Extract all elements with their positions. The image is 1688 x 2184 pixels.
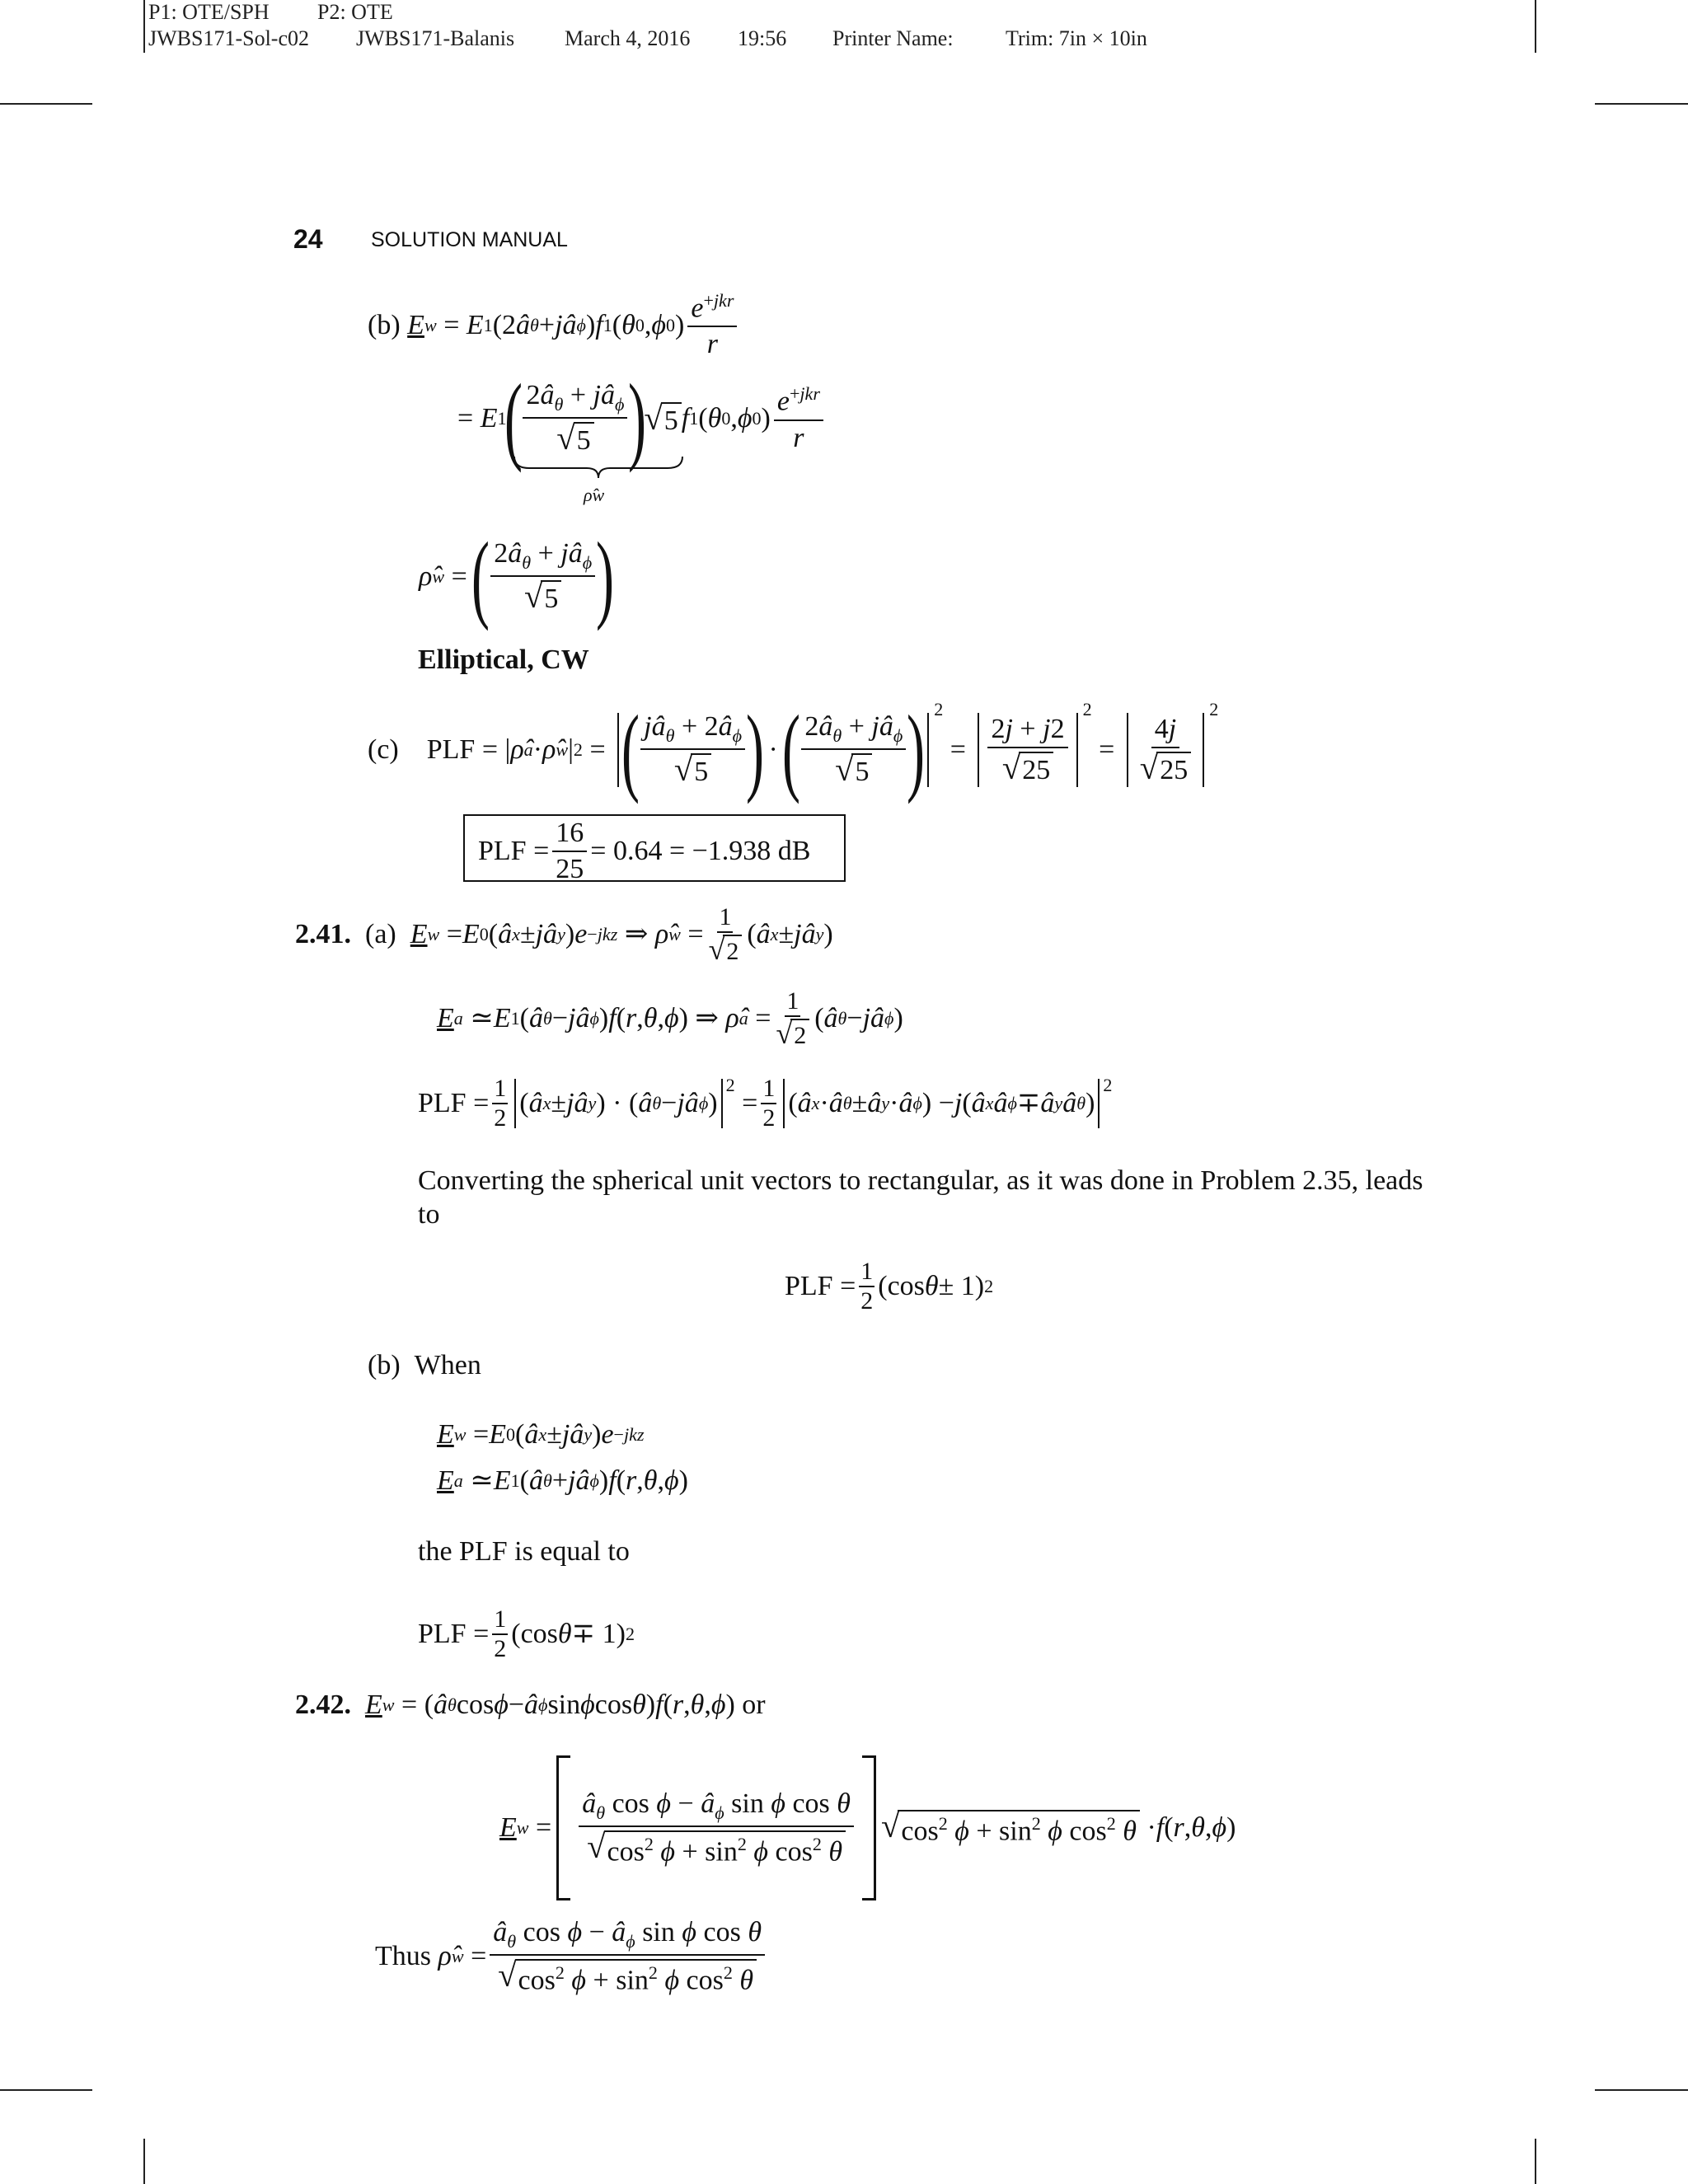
- eq-241b-ew: E w = E 0 ( â x ± jâ y ) e −jkz: [437, 1419, 645, 1450]
- crop-mark: [1595, 103, 1688, 105]
- plf-result: PLF = $\frac{16}{25}$ = 0.64 = −1.938 dB: [478, 818, 811, 884]
- crop-mark: [0, 2089, 92, 2091]
- header-printer: Printer Name:: [832, 26, 954, 50]
- part-241b-when: [368, 1350, 481, 1381]
- part-b-label: (b): [368, 309, 401, 340]
- part-241b-label: (b): [368, 1350, 401, 1380]
- elliptical-label: Elliptical, CW: [418, 644, 589, 675]
- eq-241a-ea: E a ≃ E 1 ( â θ − jâ ϕ ) f ( r , θ , ϕ ) ⇒ ρ̂ a = 1 √ 2 ( â θ − jâ ϕ ): [437, 987, 903, 1050]
- eq-b-normalized: = E 1 ( $2â_\theta$ + $jâ_\phi$ √ 5 ) √ 5 f 1 ( θ 0 , ϕ 0 ) $\frac{e^{+jkr}}{r}$: [457, 369, 827, 468]
- crop-mark: [1535, 2139, 1536, 2184]
- converting-text-2: to: [418, 1199, 440, 1230]
- underbrace-label: ρ̂w: [584, 485, 605, 505]
- eq-242-pw: Thus ρ̂ w = $â_\theta$ $\cos \phi - â_\phi$ sin ϕ cos θ √ $\cos^2 \phi + \sin^2 \phi$ $\cos^2 \theta$: [375, 1919, 768, 1994]
- eq-241a-result: PLF = $\frac{1}{2}$ (cos θ ± 1) 2: [785, 1258, 994, 1315]
- eq-241a-ew: 2.41. (a) E w = E 0 ( â x ± jâ y ) e −jkz ⇒ ρ̂ w = 1 √ 2 ( â x ± jâ y ): [295, 903, 833, 966]
- eq-242-ew: 2.42. E w = ( â θ cos ϕ − â ϕ sin ϕ cos θ ) f ( r , θ , ϕ ) or: [295, 1690, 766, 1720]
- thus-label: Thus: [375, 1941, 431, 1972]
- eq-241b-ea: E a ≃ E 1 ( â θ + jâ ϕ ) f ( r , θ , ϕ ): [437, 1465, 688, 1496]
- header-book: JWBS171-Balanis: [356, 26, 515, 50]
- header-p1: P1: OTE/SPH: [148, 0, 270, 24]
- header-p2: P2: OTE: [317, 0, 393, 24]
- header-trim: Trim: 7in × 10in: [1006, 26, 1147, 50]
- problem-241-number: 2.41.: [295, 919, 351, 949]
- converting-text: Converting the spherical unit vectors to rectangular, as it was done in Problem 2.35, leads: [418, 1165, 1423, 1196]
- part-241a-label: (a): [365, 919, 396, 949]
- header-time: 19:56: [738, 26, 787, 50]
- when-label: When: [414, 1350, 481, 1380]
- eq-241a-plf: PLF = $\frac{1}{2}$ ( â x ± jâ y ) · ( â θ − jâ ϕ ) $^2$ = $\frac{1}{2}$ ( â x · â θ ± â y · â ϕ ) − j ( â x â ϕ ∓ â y â θ ) $^2$: [418, 1075, 1113, 1132]
- eq-241b-result: PLF = $\frac{1}{2}$ (cos θ ∓ 1) 2: [418, 1605, 635, 1662]
- running-head: SOLUTION MANUAL: [371, 228, 568, 251]
- page-number: 24: [293, 224, 323, 254]
- crop-mark: [1595, 2089, 1688, 2091]
- plf-result-value: = 0.64 = −1.938 dB: [590, 836, 811, 866]
- header-job: JWBS171-Sol-c02: [148, 26, 309, 50]
- problem-242-number: 2.42.: [295, 1690, 351, 1720]
- eq-b-pw: ρ̂ w = ( $2â_\theta$ + $jâ_\phi$ √ 5 ): [419, 522, 615, 631]
- crop-mark: [0, 103, 92, 105]
- plf-equal-text: the PLF is equal to: [418, 1536, 630, 1567]
- header-date: March 4, 2016: [565, 26, 691, 50]
- crop-mark: [143, 2139, 145, 2184]
- underbrace-icon: [513, 455, 684, 480]
- eq-242-normalized: E w = $â_\theta$ $\cos \phi - â_\phi$ sin ϕ cos θ √ $\cos^2 \phi + \sin^2 \phi$ $\cos^2 \theta$ √ $\cos^2 \phi + \sin^2 \phi$ $\cos^2 \theta$ · f ( r , θ , ϕ ): [499, 1755, 1236, 1900]
- eq-b-ew: (b) E w = E 1 (2 â θ + jâ ϕ ) f 1 ( θ 0 , ϕ 0 ) $\frac{e^{+jkr}}{r}$: [368, 292, 740, 359]
- eq-c-plf: (c) PLF = | ρ̂ a · ρ̂ w | 2 = ( $jâ_\theta$ + $2â_\phi$ √ 5 ) · ( $2â_\theta$ + $jâ_\phi$ √ 5 ) $^2$ = 2j + j2 √ 25 $^2$ = 4j √ 25 $^2$: [368, 695, 1219, 804]
- part-c-label: (c): [368, 734, 399, 765]
- or-text: or: [742, 1690, 766, 1720]
